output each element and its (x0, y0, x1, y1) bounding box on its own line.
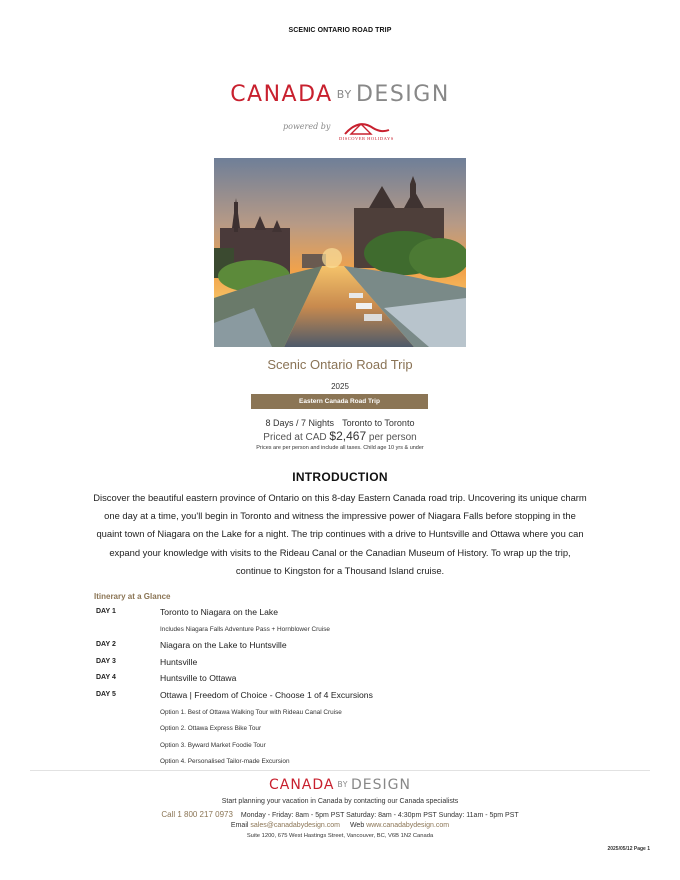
itinerary-row (96, 704, 596, 721)
itinerary-sub: Option 1. Best of Ottawa Walking Tour with Rideau Canal Cruise (160, 708, 342, 716)
footer-hours: Monday - Friday: 8am - 5pm PST Saturday: 8am - 4:30pm PST Sunday: 11am - 5pm PST (240, 812, 519, 819)
intro-heading: INTRODUCTION (292, 470, 388, 484)
itinerary-day: DAY 5 (96, 690, 116, 698)
brand-logo (0, 82, 680, 107)
itinerary-sub: Option 2. Ottawa Express Bike Tour (160, 725, 262, 733)
footer-divider (30, 770, 650, 771)
itinerary-heading: Itinerary at a Glance (94, 592, 171, 601)
footer-brand-part1: CANADA (268, 777, 335, 793)
price-suffix: per person (368, 432, 417, 443)
itinerary-sub: Option 4. Personalised Tailor-made Excursion (160, 758, 290, 766)
footer-address: Suite 1200, 675 West Hastings Street, Vancouver, BC, V6B 1N2 Canada (246, 833, 434, 839)
footer-brand-part2: DESIGN (351, 777, 411, 793)
trip-duration-text: 8 Days / 7 Nights (265, 418, 335, 428)
powered-by-company: DISCOVER HOLIDAYS (339, 136, 394, 141)
footer-web-label: Web (349, 822, 365, 829)
brand-by: BY (336, 88, 352, 101)
itinerary-row (96, 621, 596, 638)
itinerary-main: Toronto to Niagara on the Lake (160, 607, 279, 617)
footer-brand-by: BY (337, 780, 349, 789)
itinerary-sub: Includes Niagara Falls Adventure Pass + Hornblower Cruise (160, 625, 330, 633)
trip-route: Toronto to Toronto (342, 418, 415, 428)
trip-title: Scenic Ontario Road Trip (267, 357, 413, 372)
trip-year: 2025 (331, 382, 349, 391)
itinerary-main: Niagara on the Lake to Huntsville (160, 640, 287, 651)
itinerary-row (96, 654, 596, 671)
itinerary-list (96, 604, 596, 770)
footer-tagline: Start planning your vacation in Canada by contacting our Canada specialists (221, 798, 459, 805)
page-stamp: 2025/05/12 Page 1 (607, 846, 650, 852)
itinerary-row (96, 720, 596, 737)
itinerary-main: Ottawa | Freedom of Choice - Choose 1 of 4 Excursions (160, 689, 373, 700)
itinerary-day: DAY 2 (96, 641, 116, 649)
price-amount: $2,467 (329, 429, 367, 443)
itinerary-row (96, 687, 596, 704)
trip-category-banner: Eastern Canada Road Trip (251, 394, 428, 409)
powered-by-logo (283, 116, 403, 144)
footer-email-link[interactable]: sales@canadabydesign.com (250, 822, 340, 829)
itinerary-row (96, 753, 596, 770)
itinerary-day: DAY 3 (96, 657, 116, 665)
footer-brand-logo (0, 777, 680, 793)
itinerary-day: DAY 1 (96, 608, 116, 615)
document-header-title: SCENIC ONTARIO ROAD TRIP (288, 27, 392, 34)
footer-email-label: Email (230, 822, 249, 829)
itinerary-main: Huntsville to Ottawa (160, 673, 237, 684)
itinerary-row (96, 737, 596, 754)
brand-part2: DESIGN (355, 82, 450, 107)
price-note: Prices are per person and include all taxes. Child age 10 yrs & under (256, 445, 424, 451)
powered-by-text: powered by (283, 122, 331, 131)
ottawa-canal-photo-icon (214, 158, 466, 347)
itinerary-main: Huntsville (160, 656, 198, 667)
itinerary-row (96, 637, 596, 654)
footer-email-web (0, 822, 680, 829)
footer-contact (0, 810, 680, 819)
itinerary-day: DAY 4 (96, 674, 116, 682)
itinerary-sub: Option 3. Byward Market Foodie Tour (160, 741, 266, 749)
hero-photo (214, 158, 466, 347)
footer-web-link[interactable]: www.canadabydesign.com (366, 822, 450, 829)
itinerary-row (96, 670, 596, 687)
intro-body: Discover the beautiful eastern province of Ontario on this 8-day Eastern Canada road trip. Uncovering its unique charm one day at a time, you'll begin in Toronto and witness the impressive power of Niagara Falls before stopping in the quaint town of Niagara on the Lake for a night. The trip continues with a drive to Huntsville and Ottawa where you can expand your knowledge with visits to the Rideau Canal or the Canadian Museum of History. To wrap up the trip, continue to Kingston for a Thousand Island cruise. (93, 492, 587, 576)
itinerary-row (96, 604, 596, 621)
trip-price (0, 429, 680, 443)
footer-call-link[interactable]: Call 1 800 217 0973 (161, 810, 233, 819)
trip-duration (0, 418, 680, 428)
brand-part1: CANADA (230, 82, 333, 107)
price-prefix: Priced at CAD (263, 432, 327, 443)
